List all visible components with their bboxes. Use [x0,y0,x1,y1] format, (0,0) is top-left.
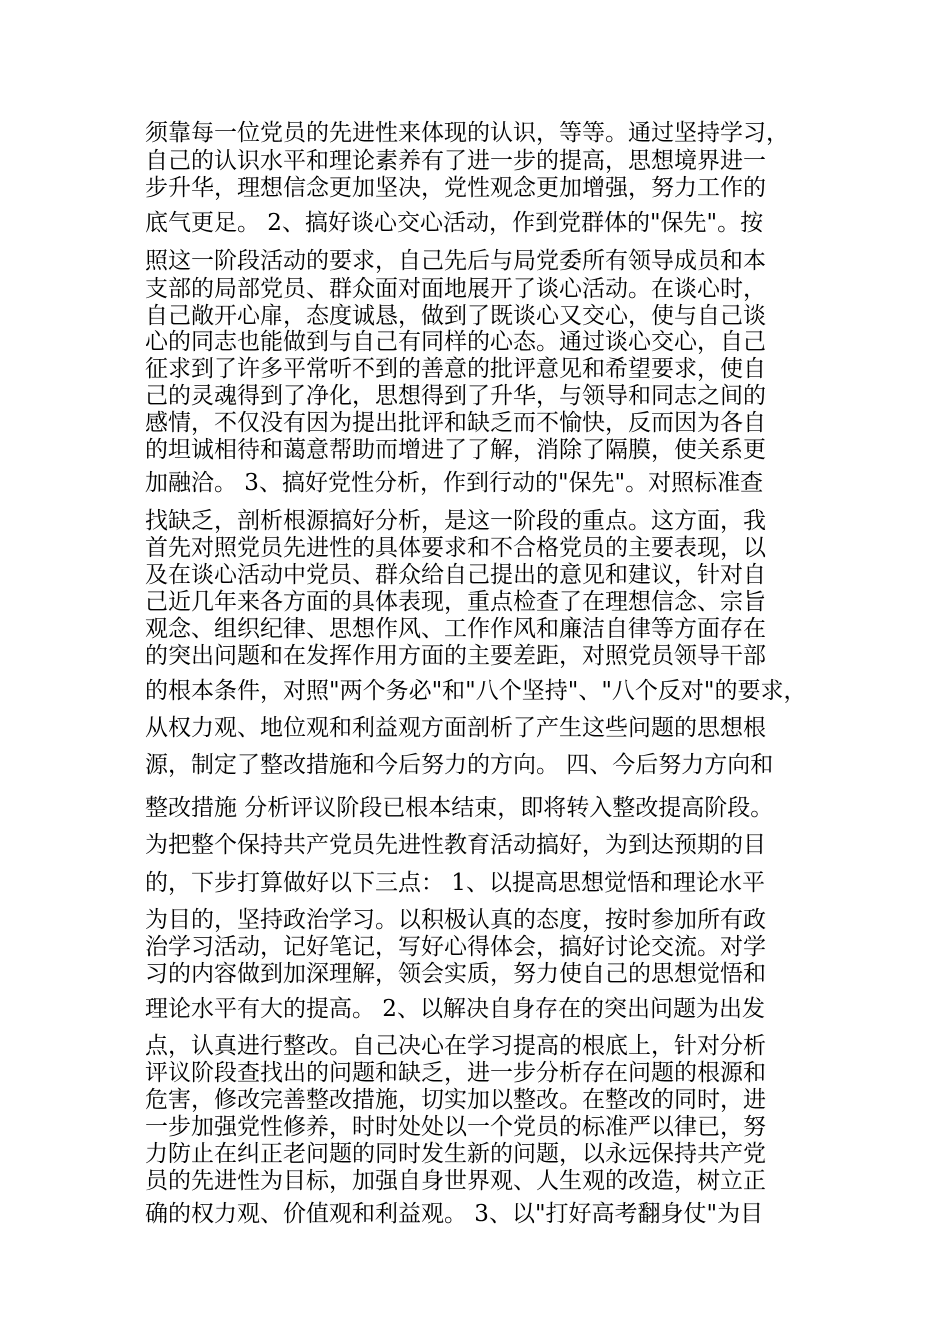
text-line: 底气更足。 2、搞好谈心交心活动，作到党群体的"保先"。按 [145,210,764,236]
text-line: 的根本条件，对照"两个务必"和"八个坚持"、"八个反对"的要求， [145,678,807,704]
text-line: 心的同志也能做到与自己有同样的心态。通过谈心交心，自己 [145,329,766,355]
text-line: 确的权力观、价值观和利益观。 3、以"打好高考翻身仗"为目 [145,1201,764,1227]
text-line: 员的先进性为目标，加强自身世界观、人生观的改造，树立正 [145,1168,766,1194]
text-line: 首先对照党员先进性的具体要求和不合格党员的主要表现，以 [145,535,766,561]
text-line: 习的内容做到加深理解，领会实质，努力使自己的思想觉悟和 [145,961,766,987]
text-line: 理论水平有大的提高。 2、以解决自身存在的突出问题为出发 [145,996,765,1022]
text-line: 及在谈心活动中党员、群众给自己提出的意见和建议，针对自 [145,562,766,588]
text-line: 力防止在纠正老问题的同时发生新的问题，以永远保持共产党 [145,1141,766,1167]
text-line: 找缺乏，剖析根源搞好分析，是这一阶段的重点。这方面，我 [145,508,766,534]
text-line: 征求到了许多平常听不到的善意的批评意见和希望要求，使自 [145,356,766,382]
text-line: 的，下步打算做好以下三点： 1、以提高思想觉悟和理论水平 [145,870,765,896]
text-line: 点，认真进行整改。自己决心在学习提高的根底上，针对分析 [145,1033,766,1059]
text-line: 源，制定了整改措施和今后努力的方向。 四、今后努力方向和 [145,752,774,778]
text-line: 自己的认识水平和理论素养有了进一步的提高，思想境界进一 [145,148,766,174]
text-line: 整改措施 分析评议阶段已根本结束，即将转入整改提高阶段。 [145,795,774,821]
text-line: 己近几年来各方面的具体表现，重点检查了在理想信念、宗旨 [145,589,766,615]
text-line: 自己敞开心扉，态度诚恳，做到了既谈心又交心，使与自己谈 [145,303,766,329]
text-line: 评议阶段查找出的问题和缺乏，进一步分析存在问题的根源和 [145,1060,766,1086]
text-line: 己的灵魂得到了净化，思想得到了升华，与领导和同志之间的 [145,383,766,409]
text-line: 从权力观、地位观和利益观方面剖析了产生这些问题的思想根 [145,715,766,741]
text-line: 步升华，理想信念更加坚决，党性观念更加增强，努力工作的 [145,175,766,201]
text-line: 支部的局部党员、群众面对面地展开了谈心活动。在谈心时， [145,276,766,302]
text-line: 照这一阶段活动的要求，自己先后与局党委所有领导成员和本 [145,248,766,274]
text-line: 加融洽。 3、搞好党性分析，作到行动的"保先"。对照标准查 [145,470,764,496]
text-line: 危害，修改完善整改措施，切实加以整改。在整改的同时，进 [145,1087,766,1113]
text-line: 为把整个保持共产党员先进性教育活动搞好，为到达预期的目 [145,832,766,858]
text-line: 须靠每一位党员的先进性来体现的认识，等等。通过坚持学习， [145,120,789,146]
text-line: 的突出问题和在发挥作用方面的主要差距，对照党员领导干部 [145,643,766,669]
text-line: 感情，不仅没有因为提出批评和缺乏而不愉快，反而因为各自 [145,410,766,436]
text-line: 治学习活动，记好笔记，写好心得体会，搞好讨论交流。对学 [145,934,766,960]
text-line: 的坦诚相待和蔼意帮助而增进了了解，消除了隔膜，使关系更 [145,437,766,463]
text-line: 一步加强党性修养，时时处处以一个党员的标准严以律已，努 [145,1114,766,1140]
text-line: 为目的，坚持政治学习。以积极认真的态度，按时参加所有政 [145,907,766,933]
text-line: 观念、组织纪律、思想作风、工作作风和廉洁自律等方面存在 [145,616,766,642]
